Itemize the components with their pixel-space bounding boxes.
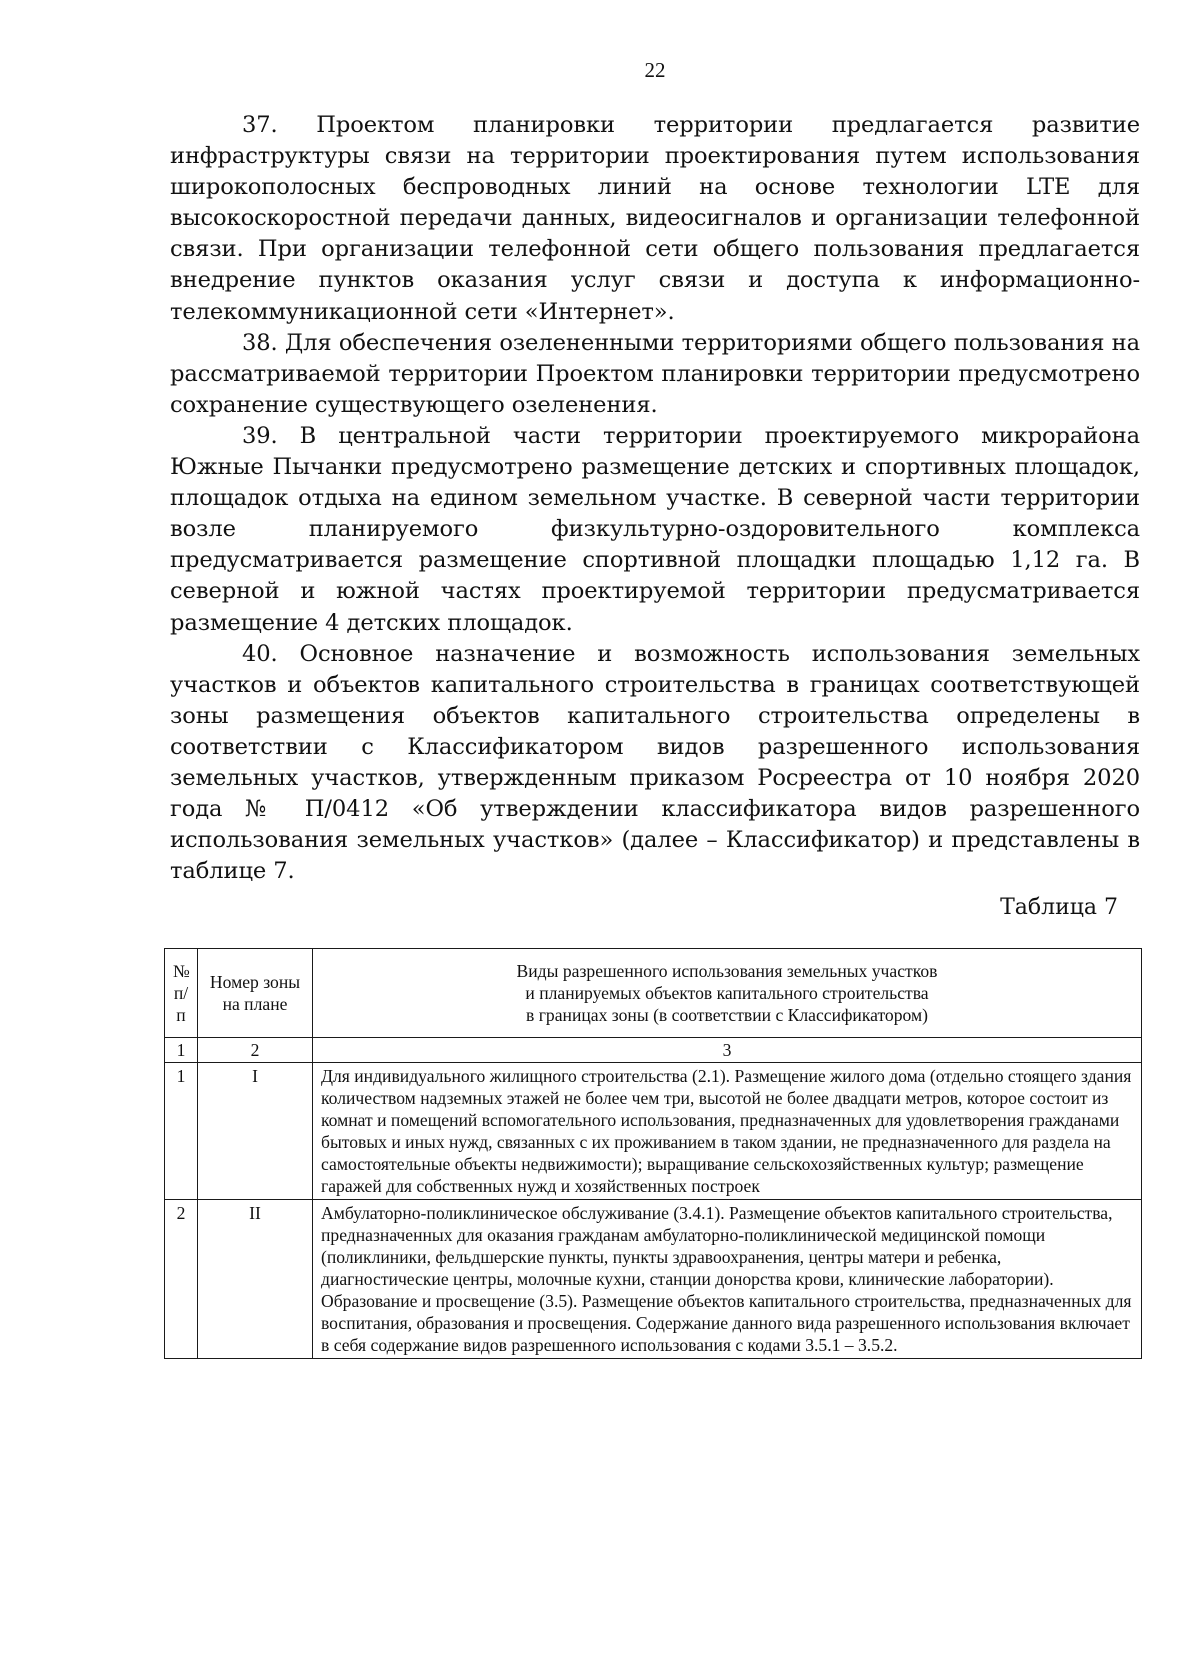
table-caption: Таблица 7	[1000, 895, 1118, 920]
header-num: № п/п	[165, 949, 198, 1038]
row-text	[313, 1200, 1142, 1359]
row-text-paragraph: Образование и просвещение (3.5). Размещение объектов капитального строительства, предназначенных для воспитания, образования и просвещения. Содержание данного вида разрешенного использования включает в себя содержание видов разрешенного использования с кодами 3.5.1 – 3.5.2.	[321, 1291, 1132, 1355]
row-num: 1	[165, 1063, 198, 1200]
index-cell: 3	[313, 1038, 1142, 1063]
paragraph-40: 40. Основное назначение и возможность использования земельных участков и объектов капитального строительства в границах соответствующей зоны размещения объектов капитального строительства определены в соответствии с Классификатором видов разрешенного использования земельных участков, утвержденным приказом Росреестра от 10 ноября 2020 года № П/0412 «Об утверждении классификатора видов разрешенного использования земельных участков» (далее – Классификатор) и представлены в таблице 7.	[170, 640, 1140, 885]
header-types	[313, 949, 1142, 1038]
row-zone: II	[198, 1200, 313, 1359]
header-types-line: и планируемых объектов капитального строительства	[525, 983, 929, 1003]
row-text-paragraph: Для индивидуального жилищного строительства (2.1). Размещение жилого дома (отдельно стоящего здания количеством надземных этажей не более чем три, высотой не более двадцати метров, которое состоит из комнат и помещений вспомогательного использования, предназначенных для удовлетворения гражданами бытовых и иных нужд, связанных с их проживанием в таком здании, не предназначенного для раздела на самостоятельные объекты недвижимости); выращивание сельскохозяйственных культур; размещение гаражей для собственных нужд и хозяйственных построек	[321, 1066, 1132, 1196]
paragraph-39: 39. В центральной части территории проектируемого микрорайона Южные Пычанки предусмотрено размещение детских и спортивных площадок, площадок отдыха на едином земельном участке. В северной части территории возле планируемого физкультурно-оздоровительного комплекса предусматривается размещение спортивной площадки площадью 1,12 га. В северной и южной частях проектируемой территории предусматривается размещение 4 детских площадок.	[170, 422, 1140, 636]
row-text	[313, 1063, 1142, 1200]
header-zone: Номер зоны на плане	[198, 949, 313, 1038]
paragraph-37: 37. Проектом планировки территории предлагается развитие инфраструктуры связи на территории проектирования путем использования широкополосных беспроводных линий на основе технологии LTE для высокоскоростной передачи данных, видеосигналов и организации телефонной связи. При организации телефонной сети общего пользования предлагается внедрение пунктов оказания услуг связи и доступа к информационно-телекоммуникационной сети «Интернет».	[170, 112, 1140, 325]
body-text	[170, 110, 1140, 887]
table-row	[165, 1063, 1142, 1200]
page-number: 22	[644, 58, 666, 82]
table-index-row	[165, 1038, 1142, 1063]
paragraph-38: 38. Для обеспечения озелененными территориями общего пользования на рассматриваемой территории Проектом планировки территории предусмотрено сохранение существующего озеленения.	[170, 329, 1140, 418]
header-types-line: Виды разрешенного использования земельных участков	[516, 961, 938, 981]
table-header-row	[165, 949, 1142, 1038]
row-num: 2	[165, 1200, 198, 1359]
index-cell: 1	[165, 1038, 198, 1063]
table-row	[165, 1200, 1142, 1359]
header-types-line: в границах зоны (в соответствии с Классификатором)	[526, 1005, 928, 1025]
row-text-paragraph: Амбулаторно-поликлиническое обслуживание (3.4.1). Размещение объектов капитального строительства, предназначенных для оказания гражданам амбулаторно-поликлинической медицинской помощи (поликлиники, фельдшерские пункты, пункты здравоохранения, центры матери и ребенка, диагностические центры, молочные кухни, станции донорства крови, клинические лаборатории).	[321, 1203, 1113, 1289]
row-zone: I	[198, 1063, 313, 1200]
zoning-table	[164, 948, 1142, 1359]
index-cell: 2	[198, 1038, 313, 1063]
